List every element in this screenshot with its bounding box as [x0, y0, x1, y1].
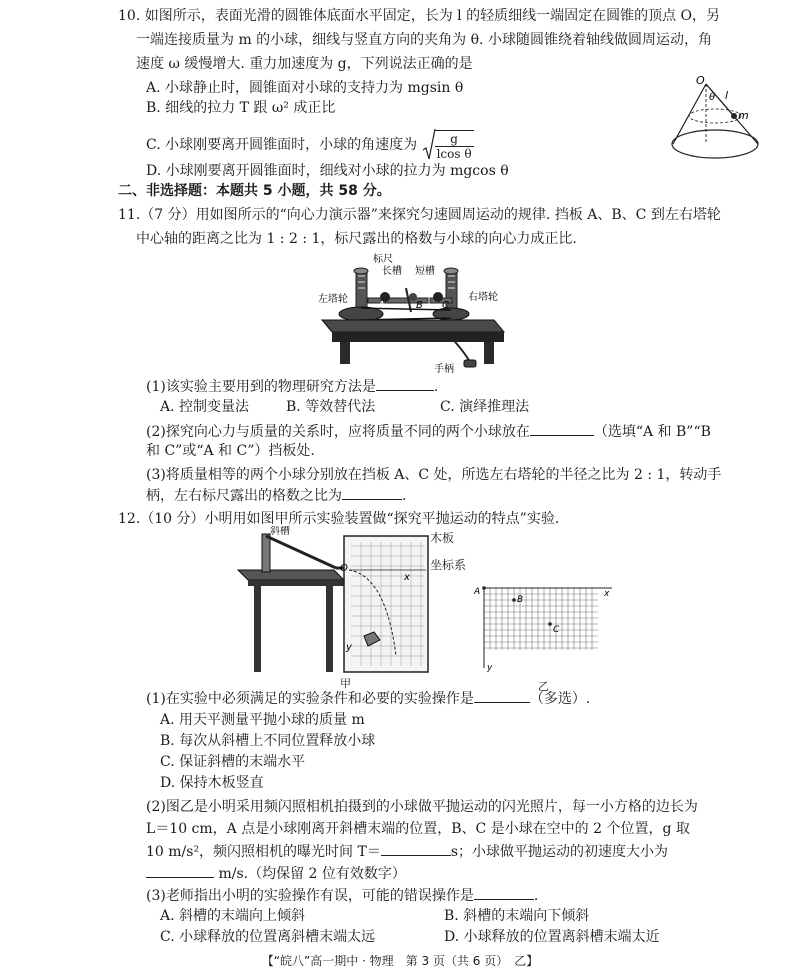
q11-part2-text: (2)探究向心力与质量的关系时，应将质量不同的两个小球放在	[146, 424, 530, 440]
label-point-c: C	[553, 625, 560, 635]
q11-part3-text: 柄，左右标尺露出的格数之比为	[146, 488, 342, 504]
label-chute: 斜槽	[270, 526, 290, 537]
label-c: C	[442, 300, 449, 311]
answer-blank[interactable]	[530, 421, 594, 436]
q11-stem-line1: 11.（7 分）用如图所示的“向心力演示器”来探究匀速圆周运动的规律. 挡板 A、B、C 到左右塔轮	[118, 207, 721, 223]
q12-part1-text: (1)在实验中必须满足的实验条件和必要的实验操作是	[146, 691, 474, 707]
label-photo-x: x	[604, 589, 610, 599]
q12-part2-text-c: m/s.（均保留 2 位有效数字）	[218, 866, 406, 882]
q12-part2-text-a: 10 m/s²，频闪照相机的曝光时间 T＝	[146, 844, 381, 860]
fraction	[435, 130, 474, 161]
label-board: 木板	[430, 531, 455, 545]
q10-stem-line2: 一端连接质量为 m 的小球，细线与竖直方向的夹角为 θ. 小球随圆锥绕着轴线做圆周运动，角	[136, 32, 712, 48]
photo-grid	[484, 588, 598, 650]
fraction-denominator: lcos θ	[436, 146, 472, 161]
centripetal-demonstrator-figure	[318, 250, 508, 378]
strobe-photo-grid-figure	[464, 580, 624, 676]
answer-blank[interactable]	[146, 863, 214, 878]
projectile-apparatus-figure	[236, 526, 436, 694]
q12-part2-line4	[146, 863, 406, 884]
q11-part2-choices: （选填“A 和 B”“B	[593, 424, 711, 440]
q12-p1-option-c: C. 保证斜槽的末端水平	[160, 754, 306, 770]
label-x-axis: x	[404, 572, 410, 583]
q11-part1: (1)该实验主要用到的物理研究方法是 .	[146, 376, 438, 397]
q12-part3-text: (3)老师指出小明的实验操作有误，可能的错误操作是	[146, 888, 474, 904]
q11-stem-line2: 中心轴的距离之比为 1 : 2 : 1，标尺露出的格数与小球的向心力成正比.	[136, 231, 577, 247]
label-point-a: A	[474, 587, 481, 597]
label-handle: 手柄	[434, 364, 454, 375]
label-coordinate-system: 坐标系	[430, 558, 467, 572]
q11-part3-line1: (3)将质量相等的两个小球分别放在挡板 A、C 处，所选左右塔轮的半径之比为 2 : 1，转动手	[146, 467, 722, 483]
cone-figure	[668, 72, 778, 172]
label-point-b: B	[517, 595, 524, 605]
q12-p3-option-b: B. 斜槽的末端向下倾斜	[444, 908, 590, 924]
q12-part1	[146, 688, 590, 709]
q11-part3-line2: 柄，左右标尺露出的格数之比为 .	[146, 485, 406, 506]
label-left-wheel: 左塔轮	[318, 294, 348, 305]
label-long-slot: 长槽	[382, 266, 402, 277]
q12-p1-option-a: A. 用天平测量平抛小球的质量 m	[160, 712, 365, 728]
q12-p3-option-a: A. 斜槽的末端向上倾斜	[160, 908, 306, 924]
label-y-axis: y	[346, 642, 352, 653]
q12-part2-line2: L＝10 cm，A 点是小球刚离开斜槽末端的位置，B、C 是小球在空中的 2 个位置，g 取	[146, 821, 690, 837]
q11-p1-option-c: C. 演绎推理法	[440, 399, 530, 415]
figure-jia-caption: 甲	[340, 677, 351, 690]
q12-part3: (3)老师指出小明的实验操作有误，可能的错误操作是 .	[146, 885, 538, 906]
answer-blank[interactable]	[474, 885, 534, 900]
sqrt-expression	[422, 128, 474, 162]
label-o: O	[696, 74, 705, 87]
q11-p1-option-b: B. 等效替代法	[286, 399, 376, 415]
q12-p3-option-d: D. 小球释放的位置离斜槽末端太近	[444, 929, 660, 945]
label-photo-y: y	[487, 663, 493, 673]
label-right-wheel: 右塔轮	[468, 292, 498, 303]
answer-blank[interactable]	[474, 688, 530, 703]
q11-part2-line1	[146, 421, 711, 442]
q12-part2-line1: (2)图乙是小明采用频闪照相机拍摄到的小球做平抛运动的闪光照片，每一小方格的边长为	[146, 799, 698, 815]
q10-option-b: B. 细线的拉力 T 跟 ω² 成正比	[146, 100, 336, 116]
label-origin: O	[340, 563, 348, 574]
q10-stem-line1: 10. 如图所示，表面光滑的圆锥体底面水平固定，长为 l 的轻质细线一端固定在圆锥的顶点 O，另	[118, 8, 721, 24]
q12-part2-line3	[146, 841, 668, 862]
q12-part2-text-b: s；小球做平抛运动的初速度大小为	[450, 844, 669, 860]
q10-option-a: A. 小球静止时，圆锥面对小球的支持力为 mgsin θ	[146, 80, 464, 96]
q11-part2-line2: 和 C”或“A 和 C”）挡板处.	[146, 443, 315, 459]
label-b: B	[416, 300, 423, 311]
page-footer: 【“皖八”高一期中 · 物理 第 3 页（共 6 页） 乙】	[261, 954, 539, 968]
label-short-slot: 短槽	[415, 266, 435, 277]
label-ruler: 标尺	[373, 254, 393, 265]
ball-icon	[731, 113, 737, 119]
q12-stem: 12.（10 分）小明用如图甲所示实验装置做“探究平抛运动的特点”实验.	[118, 511, 560, 527]
answer-blank[interactable]	[342, 485, 402, 500]
radical-sign-icon	[422, 128, 436, 162]
q12-p1-option-d: D. 保持木板竖直	[160, 775, 264, 791]
label-m: m	[738, 109, 749, 122]
label-theta: θ	[709, 92, 716, 103]
label-a: A	[378, 300, 385, 311]
q12-part1-tail: （多选）.	[529, 691, 591, 707]
answer-blank[interactable]	[376, 376, 434, 391]
q11-p1-option-a: A. 控制变量法	[160, 399, 250, 415]
q10-stem-line3: 速度 ω 缓慢增大. 重力加速度为 g，下列说法正确的是	[136, 56, 473, 72]
q12-p3-option-c: C. 小球释放的位置离斜槽末端太远	[160, 929, 376, 945]
q10-option-d: D. 小球刚要离开圆锥面时，细线对小球的拉力为 mgcos θ	[146, 163, 509, 179]
q11-part1-text: (1)该实验主要用到的物理研究方法是	[146, 379, 376, 395]
q12-p1-option-b: B. 每次从斜槽上不同位置释放小球	[160, 733, 376, 749]
q10-option-c-text: C. 小球刚要离开圆锥面时，小球的角速度为	[146, 137, 418, 153]
figure-yi-caption: 乙	[538, 680, 549, 693]
answer-blank[interactable]	[381, 841, 451, 856]
q10-option-c	[146, 128, 474, 162]
label-l: l	[725, 89, 729, 102]
section-two-heading: 二、非选择题：本题共 5 小题，共 58 分。	[118, 183, 391, 199]
fraction-numerator: g	[435, 132, 474, 147]
